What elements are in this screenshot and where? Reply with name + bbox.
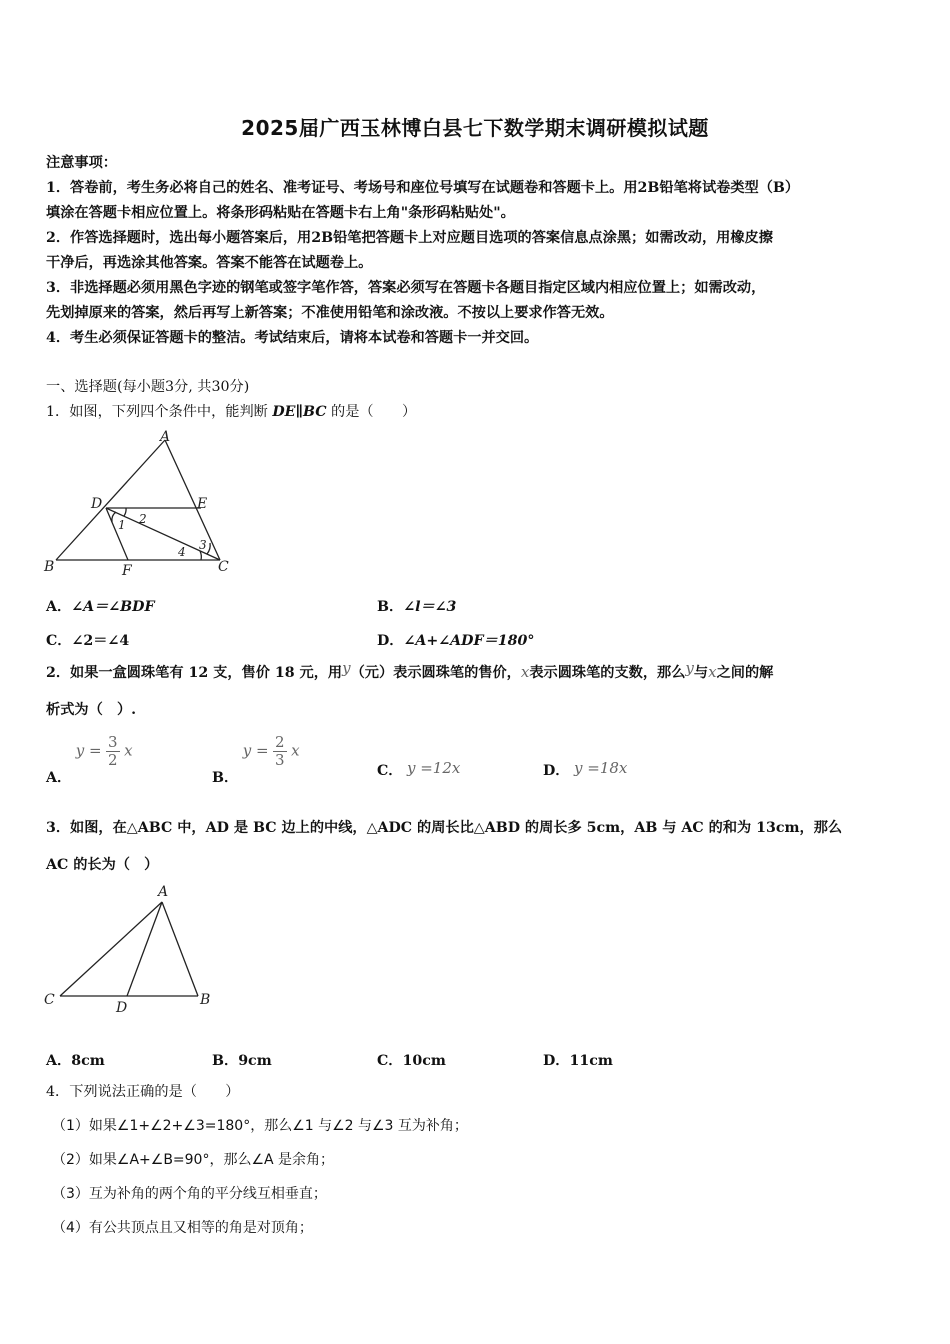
q3-figure-label: C xyxy=(44,992,55,1008)
q1-figure-label: F xyxy=(122,563,132,579)
math-rhs: x xyxy=(124,741,133,760)
q4-item: （2）如果∠A+∠B=90°，那么∠A 是余角； xyxy=(52,1152,335,1168)
option-label: D． xyxy=(377,633,404,649)
q1-figure-label: 1 xyxy=(118,518,126,532)
q1-angle-arc xyxy=(200,551,201,560)
q1-figure-label: E xyxy=(197,496,208,512)
page-title: 2025届广西玉林博白县七下数学期末调研模拟试题 xyxy=(241,116,709,140)
option-label: C． xyxy=(377,1053,403,1069)
q2-text: 之间的解 xyxy=(716,665,774,681)
notice-line: 4．考生必须保证答题卡的整洁。考试结束后，请将本试卷和答题卡一并交回。 xyxy=(46,330,539,346)
q1-prefix: 1．如图，下列四个条件中，能判断 xyxy=(46,404,273,420)
option-text: ∠l＝∠3 xyxy=(403,599,457,615)
question-4-stem: 4．下列说法正确的是（ ） xyxy=(46,1084,240,1100)
numerator: 2 xyxy=(275,733,285,751)
notice-line: 干净后，再选涂其他答案。答案不能答在试题卷上。 xyxy=(46,255,373,271)
option-label: B． xyxy=(212,769,239,786)
q1-angle-arc xyxy=(124,508,126,516)
q2-text: 与 xyxy=(693,665,709,681)
q2-var-y: y xyxy=(342,659,351,677)
q1-line-DC xyxy=(106,508,220,560)
q3-figure-label: A xyxy=(158,884,169,900)
section-heading: 一、选择题(每小题3分, 共30分) xyxy=(46,379,250,395)
option-label: C． xyxy=(377,763,403,779)
q3-figure-label: D xyxy=(116,1000,128,1016)
q3-figure xyxy=(40,880,220,1020)
q2-text: 2．如果一盒圆珠笔有 12 支，售价 18 元，用 xyxy=(46,665,343,681)
question-2-stem-line2: 析式为（ ）. xyxy=(46,702,137,718)
option-text: ∠A+∠ADF＝180° xyxy=(403,633,535,649)
option-label: B． xyxy=(377,599,404,615)
q1-figure-label: 3 xyxy=(199,538,207,552)
option-text: ∠2＝∠4 xyxy=(71,633,130,649)
q1-figure-label: B xyxy=(44,559,55,575)
q1-option-c[interactable] xyxy=(46,630,129,650)
q2-var-y: y xyxy=(685,659,694,677)
math-lhs: y = xyxy=(75,741,102,760)
q2-text: 表示圆珠笔的支数，那么 xyxy=(529,665,686,681)
q4-item: （1）如果∠1+∠2+∠3=180°，那么∠1 与∠2 与∠3 互为补角； xyxy=(52,1118,468,1134)
math-lhs: y = xyxy=(242,741,269,760)
q1-option-a[interactable] xyxy=(46,596,155,616)
question-1-stem xyxy=(46,403,416,421)
q3-line-AC xyxy=(60,902,162,996)
q1-figure xyxy=(40,428,240,580)
q2-var-x: x xyxy=(708,663,717,681)
notice-line: 1．答卷前，考生务必将自己的姓名、准考证号、考场号和座位号填写在试题卷和答题卡上。用2B铅笔将试卷类型（B） xyxy=(46,180,800,196)
option-text: 8cm xyxy=(71,1053,105,1069)
q1-angle-arc xyxy=(112,512,116,522)
q3-figure-label: B xyxy=(200,992,211,1008)
q3-line-AD xyxy=(127,902,162,996)
q2-option-a[interactable] xyxy=(46,733,133,786)
q1-figure-label: 4 xyxy=(178,545,186,559)
q1-line-AC xyxy=(165,440,220,560)
q1-figure-label: D xyxy=(91,496,103,512)
option-text: 10cm xyxy=(402,1053,446,1069)
math-rhs: x xyxy=(291,741,300,760)
option-label: D． xyxy=(543,763,570,779)
q3-line-AB xyxy=(162,902,198,996)
q3-option-c[interactable] xyxy=(377,1050,446,1070)
q2-text: （元）表示圆珠笔的售价， xyxy=(350,665,521,681)
denominator: 3 xyxy=(275,751,285,769)
q1-math: DE∥BC xyxy=(272,404,327,420)
q1-suffix: 的是（ ） xyxy=(326,404,417,420)
q1-option-d[interactable] xyxy=(377,630,534,650)
q4-item: （4）有公共顶点且又相等的角是对顶角； xyxy=(52,1220,313,1236)
question-2-stem xyxy=(46,659,774,682)
q2-var-x: x xyxy=(520,663,530,681)
notice-line: 2．作答选择题时，选出每小题答案后，用2B铅笔把答题卡上对应题目选项的答案信息点涂黑；如需改动，用橡皮擦 xyxy=(46,230,773,246)
q1-figure-label: C xyxy=(218,559,229,575)
notice-heading: 注意事项： xyxy=(46,155,117,171)
q3-option-b[interactable] xyxy=(212,1050,272,1070)
notice-line: 先划掉原来的答案，然后再写上新答案；不准使用铅笔和涂改液。不按以上要求作答无效。 xyxy=(46,305,614,321)
option-text: 11cm xyxy=(569,1053,613,1069)
question-3-stem-line2: AC 的长为（ ） xyxy=(46,857,159,873)
math-expr: y =12x xyxy=(407,759,461,777)
q1-line-AB xyxy=(56,440,165,560)
q1-angle-arc xyxy=(207,543,210,554)
option-label: C． xyxy=(46,633,72,649)
numerator: 3 xyxy=(108,733,118,751)
option-text: ∠A＝∠BDF xyxy=(71,599,155,615)
option-label: B． xyxy=(212,1053,239,1069)
q2-option-d[interactable] xyxy=(543,760,627,780)
question-3-stem: 3．如图，在△ABC 中，AD 是 BC 边上的中线，△ADC 的周长比△ABD 的周长多 5cm，AB 与 AC 的和为 13cm，那么 xyxy=(46,820,843,836)
fraction xyxy=(273,734,287,769)
q3-option-a[interactable] xyxy=(46,1050,105,1070)
option-text: 9cm xyxy=(238,1053,272,1069)
denominator: 2 xyxy=(108,751,118,769)
notice-line: 3．非选择题必须用黑色字迹的钢笔或签字笔作答，答案必须写在答题卡各题目指定区域内相应位置上；如需改动， xyxy=(46,280,766,296)
q2-option-b[interactable] xyxy=(212,733,300,786)
option-label: A． xyxy=(46,1053,72,1069)
fraction xyxy=(106,734,120,769)
q1-figure-label: 2 xyxy=(139,512,147,526)
math-expr: y =18x xyxy=(574,759,628,777)
option-label: A． xyxy=(46,599,72,615)
option-label: D． xyxy=(543,1053,570,1069)
q1-figure-label: A xyxy=(160,429,171,445)
option-label: A． xyxy=(46,769,72,786)
q3-option-d[interactable] xyxy=(543,1050,613,1070)
notice-line: 填涂在答题卡相应位置上。将条形码粘贴在答题卡右上角"条形码粘贴处"。 xyxy=(46,205,515,221)
q4-item: （3）互为补角的两个角的平分线互相垂直； xyxy=(52,1186,327,1202)
q1-option-b[interactable] xyxy=(377,596,456,616)
q2-option-c[interactable] xyxy=(377,760,460,780)
